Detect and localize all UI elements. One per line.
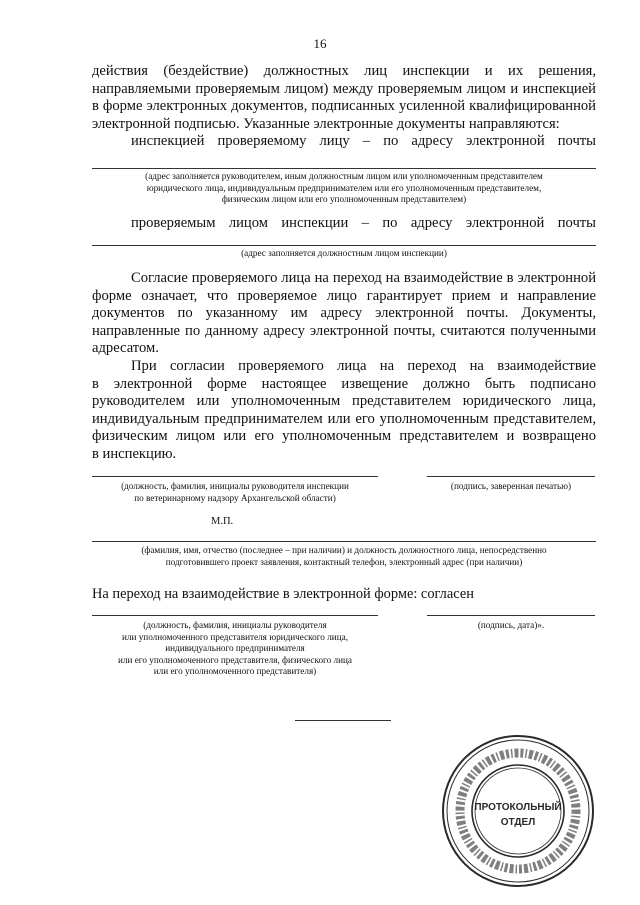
note-line: (должность, фамилия, инициалы руководителя (143, 620, 327, 630)
paragraph-2-line: Согласие проверяемого лица на переход на взаимодействие в электронной (131, 270, 596, 286)
closing-rule (295, 720, 391, 721)
consent-signature-note (84, 620, 386, 678)
paragraph-2-line: направленные по данному адресу электронной почты, считаются полученными (92, 322, 596, 339)
consent-date-note: (подпись, дата)». (477, 620, 545, 630)
paragraph-3-line: в инспекцию. (92, 445, 177, 462)
paragraph-1-line: действия (бездействие) должностных лиц инспекции и их решения, (92, 63, 596, 79)
note-line: индивидуального предпринимателя (165, 643, 305, 653)
address-line-2[interactable] (92, 245, 596, 246)
paragraph-3 (92, 358, 596, 463)
consent-heading: На переход на взаимодействие в электронной форме: согласен (92, 586, 474, 602)
sealed-signature-line[interactable] (427, 476, 595, 477)
note-line: (фамилия, имя, отчество (последнее – при наличии) и должность должностного лица, непосредственно (141, 545, 547, 555)
note-line: или его уполномоченного представителя, физического лица (118, 654, 352, 665)
note-line: физическим лицом или его уполномоченным представителем) (221, 194, 467, 204)
consent-signature-line[interactable] (92, 615, 378, 616)
stamp-center-text-1: ПРОТОКОЛЬНЫЙ (474, 802, 562, 813)
line-2: проверяемым лицом инспекции – по адресу электронной почты (131, 215, 596, 231)
inspector-signature-line[interactable] (92, 476, 378, 477)
address-note-2: (адрес заполняется должностным лицом инспекции) (241, 248, 447, 258)
sealed-signature-note: (подпись, заверенная печатью) (450, 481, 572, 491)
seal-place-mark: М.П. (211, 516, 234, 527)
address-line-1[interactable] (92, 168, 596, 169)
note-line: (должность, фамилия, инициалы руководителя инспекции (121, 481, 349, 491)
note-line: или уполномоченного представителя юридического лица, (121, 631, 348, 642)
address-note-1 (92, 171, 596, 206)
consent-date-line[interactable] (427, 615, 595, 616)
stamp-graphic (440, 733, 596, 889)
paragraph-1-line: направляемыми проверяемым лицом) между проверяемым лицом и инспекцией (92, 80, 596, 97)
preparer-line[interactable] (92, 541, 596, 542)
paragraph-3-line: индивидуальным предпринимателем или его уполномоченным представителем, (92, 410, 596, 427)
preparer-note (92, 545, 596, 568)
note-line: юридического лица, индивидуальным предпринимателем или его уполномоченным представителем, (146, 182, 542, 193)
paragraph-2-line: форме означает, что проверяемое лицо гарантирует прием и направление (92, 287, 596, 304)
paragraph-2 (92, 270, 596, 358)
paragraph-3-line: При согласии проверяемого лица на переход на взаимодействие (131, 358, 596, 374)
paragraph-2-line: документов по указанному им адресу электронной почты. Документы, (92, 305, 596, 321)
protocol-department-stamp (440, 733, 596, 889)
page-number: 16 (313, 36, 327, 51)
paragraph-3-line: руководителем или уполномоченным представителем юридического лица, (92, 393, 596, 409)
stamp-center-text-2: ОТДЕЛ (500, 817, 536, 828)
paragraph-1 (92, 63, 596, 151)
note-line: или его уполномоченного представителя) (153, 666, 317, 676)
note-line: (адрес заполняется руководителем, иным должностным лицом или уполномоченным представителем (145, 171, 543, 181)
paragraph-3-line: в электронной форме настоящее извещение должно быть подписано (92, 375, 596, 392)
note-line: подготовившего проект заявления, контактный телефон, электронный адрес (при наличии) (165, 556, 523, 567)
paragraph-1-indent-line: инспекцией проверяемому лицу – по адресу электронной почты (131, 133, 596, 149)
paragraph-1-line: в форме электронных документов, подписанных усиленной квалифицированной (92, 98, 596, 114)
note-line: по ветеринарному надзору Архангельской области) (134, 492, 336, 503)
paragraph-2-line: адресатом. (92, 340, 159, 356)
paragraph-3-line: физическим лицом или его уполномоченным представителем и возвращено (92, 428, 596, 444)
inspector-signature-note (92, 481, 378, 504)
paragraph-1-line: электронной подписью. Указанные электронные документы направляются: (92, 115, 560, 132)
